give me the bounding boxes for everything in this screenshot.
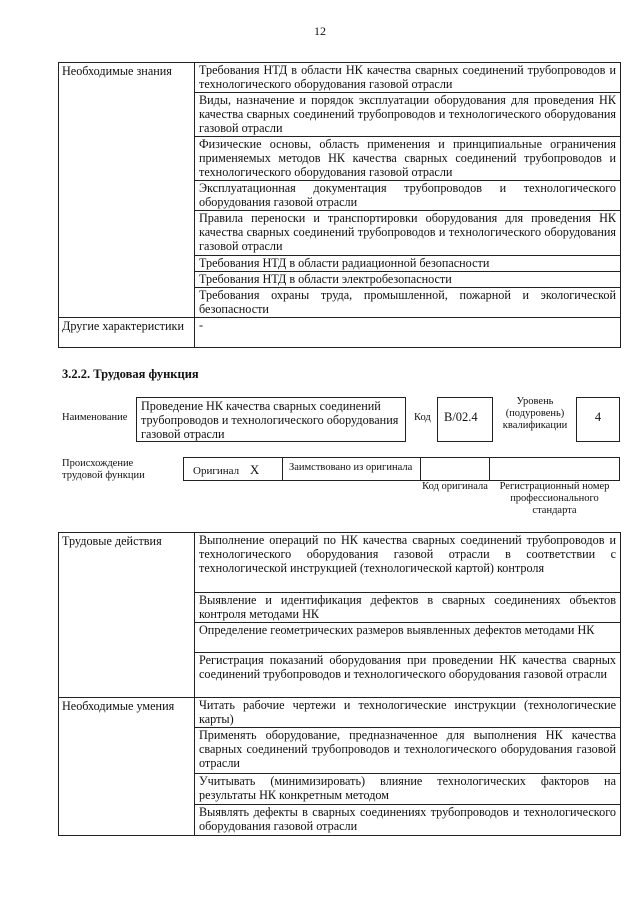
origin-borrowed-cell: Заимствовано из оригинала — [282, 457, 421, 481]
origin-original-label: Оригинал — [193, 465, 240, 477]
knowledge-item: Правила переноски и транспортировки оборудования для проведения НК качества сварных соединений трубопроводов и технологического оборудования газовой отрасли — [195, 211, 621, 256]
skills-label: Необходимые умения — [59, 698, 195, 836]
knowledge-item: Требования НТД в области радиационной безопасности — [195, 256, 621, 272]
skill-item: Читать рабочие чертежи и технологические инструкции (технологические карты) — [195, 698, 621, 728]
action-item: Выполнение операций по НК качества сварных соединений трубопроводов и технологического оборудования газовой отрасли в соответствии с технологической инструкцией (технологической картой) контроля — [195, 533, 621, 593]
function-code: B/02.4 — [437, 397, 493, 442]
knowledge-item: Физические основы, область применения и принципиальные ограничения применяемых методов НК качества сварных соединений трубопроводов и технологического оборудования газовой отрасли — [195, 137, 621, 181]
section-title: 3.2.2. Трудовая функция — [62, 367, 199, 381]
skill-item: Выявлять дефекты в сварных соединениях трубопроводов и технологического оборудования газовой отрасли — [195, 805, 621, 836]
origin-label: Происхождение трудовой функции — [62, 458, 145, 481]
knowledge-item: Эксплуатационная документация трубопроводов и технологического оборудования газовой отрасли — [195, 181, 621, 211]
knowledge-item: Требования охраны труда, промышленной, пожарной и экологической безопасности — [195, 288, 621, 318]
knowledge-label: Необходимые знания — [59, 63, 195, 318]
qualification-level: 4 — [576, 397, 620, 442]
origin-reg-caption: Регистрационный номер профессионального стандарта — [499, 481, 610, 516]
origin-original-cell — [183, 457, 283, 481]
origin-reg-cell — [489, 457, 620, 481]
origin-code-cell — [420, 457, 490, 481]
action-item: Выявление и идентификация дефектов в сварных соединениях объектов контроля методами НК — [195, 593, 621, 623]
action-item: Определение геометрических размеров выявленных дефектов методами НК — [195, 623, 621, 653]
other-characteristics-value: - — [195, 318, 621, 348]
knowledge-item: Требования НТД в области НК качества сварных соединений трубопроводов и технологического оборудования газовой отрасли — [195, 63, 621, 93]
actions-table — [58, 532, 621, 836]
knowledge-item: Виды, назначение и порядок эксплуатации оборудования для проведения НК качества сварных соединений трубопроводов и технологического оборудования газовой отрасли — [195, 93, 621, 137]
skill-item: Применять оборудование, предназначенное для выполнения НК качества сварных соединений трубопроводов и технологического оборудования газовой отрасли — [195, 728, 621, 774]
actions-label: Трудовые действия — [59, 533, 195, 698]
name-label: Наименование — [62, 412, 128, 423]
other-characteristics-label: Другие характеристики — [59, 318, 195, 348]
code-label: Код — [414, 412, 431, 423]
knowledge-table — [58, 62, 621, 348]
skill-item: Учитывать (минимизировать) влияние технологических факторов на результаты НК конкретным методом — [195, 774, 621, 805]
origin-original-mark: X — [249, 462, 260, 477]
origin-code-caption: Код оригинала — [422, 481, 488, 492]
level-label: Уровень (подуровень) квалификации — [502, 396, 568, 431]
action-item: Регистрация показаний оборудования при проведении НК качества сварных соединений трубопроводов и технологического оборудования газовой отрасли — [195, 653, 621, 698]
function-name: Проведение НК качества сварных соединений трубопроводов и технологического оборудования газовой отрасли — [136, 397, 406, 442]
knowledge-item: Требования НТД в области электробезопасности — [195, 272, 621, 288]
page-number: 12 — [314, 24, 326, 38]
